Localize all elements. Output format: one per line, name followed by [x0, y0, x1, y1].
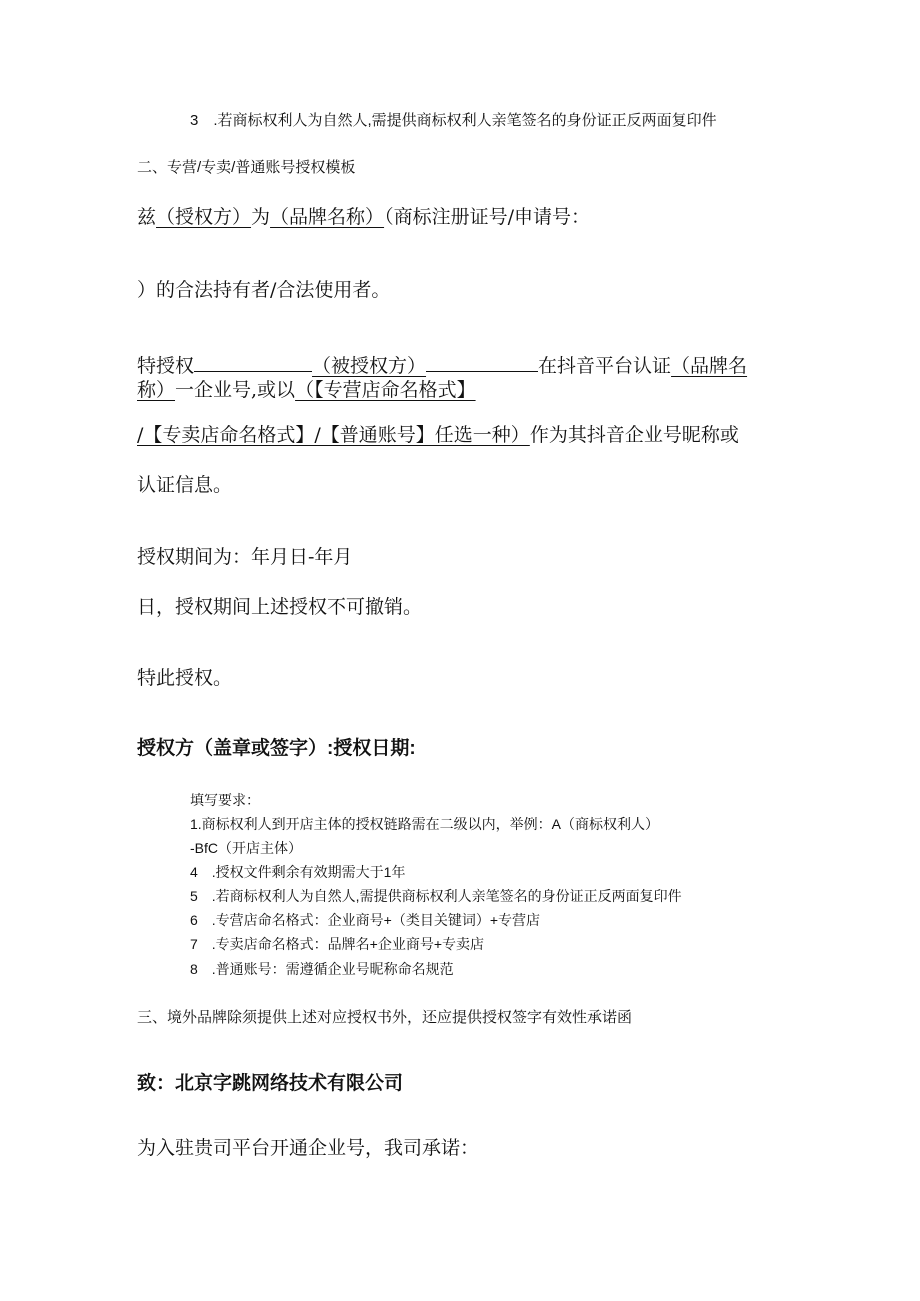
requirement-item: -BfC（开店主体）	[190, 840, 302, 856]
para2-line3-text: 作为其抖音企业号昵称或	[529, 424, 739, 446]
authorization-period-line1: 授权期间为：年月日-年月	[137, 546, 353, 568]
para1-suffix: （商标注册证号/申请号：	[384, 206, 590, 228]
brand-placeholder-2-tail: 称）	[137, 379, 176, 401]
closing-statement: 特此授权。	[137, 667, 233, 689]
authorization-paragraph-2-line4: 认证信息。	[137, 474, 233, 496]
para1-prefix: 兹	[137, 206, 157, 228]
blank-line	[194, 353, 312, 372]
requirements-title: 填写要求：	[190, 792, 260, 808]
grantee-placeholder: （被授权方）	[312, 355, 427, 377]
para1-mid: 为	[251, 206, 271, 228]
store-format-placeholder: （【专营店命名格式】	[295, 379, 476, 401]
blank-line	[426, 353, 538, 372]
signature-line: 授权方（盖章或签字）:授权日期:	[137, 738, 416, 759]
requirement-item: 7 .专卖店命名格式：品牌名+企业商号+专卖店	[190, 936, 485, 952]
authorization-paragraph-2-line2	[137, 381, 476, 400]
para2-mid: 在抖音平台认证	[538, 355, 672, 377]
authorization-paragraph-1	[137, 208, 590, 227]
section-two-heading: 二、专营/专卖/普通账号授权模板	[137, 159, 356, 176]
brand-placeholder-2: （品牌名	[671, 355, 748, 377]
requirement-item: 1.商标权利人到开店主体的授权链路需在二级以内，举例：A（商标权利人）	[190, 816, 660, 832]
authorization-period-line2: 日，授权期间上述授权不可撤销。	[137, 596, 423, 618]
para2-prefix: 特授权	[137, 355, 195, 377]
authorization-paragraph-1-cont: ）的合法持有者/合法使用者。	[137, 279, 391, 301]
store-format-placeholder-cont: /【专卖店命名格式】/【普通账号】任选一种）	[137, 424, 530, 446]
requirement-item: 5 .若商标权利人为自然人,需提供商标权利人亲笔签名的身份证正反两面复印件	[190, 888, 682, 904]
requirement-item: 8 .普通账号：需遵循企业号昵称命名规范	[190, 961, 454, 977]
authorization-paragraph-2-line3	[137, 426, 739, 445]
requirement-item: 4 .授权文件剩余有效期需大于1年	[190, 864, 406, 880]
para2-line2-text: 一企业号,或以	[175, 379, 296, 401]
section-three-heading: 三、境外品牌除须提供上述对应授权书外，还应提供授权签字有效性承诺函	[137, 1009, 633, 1026]
brand-placeholder: （品牌名称）	[270, 206, 385, 228]
requirement-item: 6 .专营店命名格式：企业商号+（类目关键词）+专营店	[190, 912, 541, 928]
grantor-placeholder: （授权方）	[156, 206, 252, 228]
letter-intro: 为入驻贵司平台开通企业号，我司承诺：	[137, 1137, 480, 1159]
authorization-paragraph-2-line1	[137, 353, 747, 376]
requirement-item-3: 3 .若商标权利人为自然人,需提供商标权利人亲笔签名的身份证正反两面复印件	[190, 112, 717, 129]
letter-recipient: 致：北京字跳网络技术有限公司	[137, 1073, 404, 1094]
